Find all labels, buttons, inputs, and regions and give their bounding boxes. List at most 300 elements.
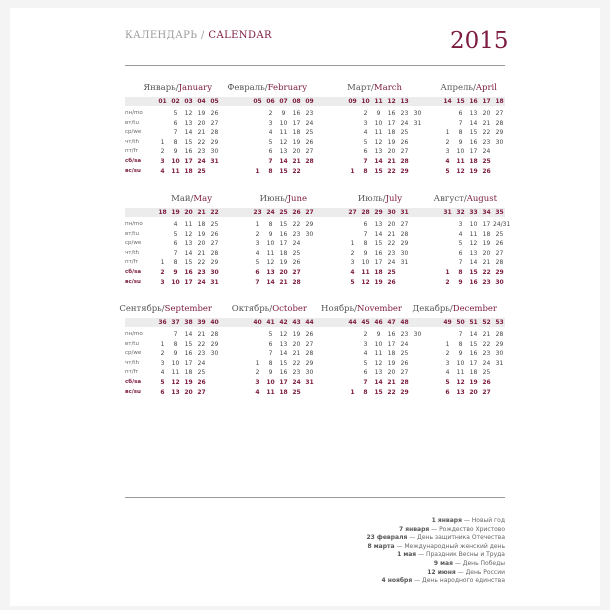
weekend-day: 20 xyxy=(469,388,478,396)
day-cell: 8 xyxy=(173,259,178,267)
holiday-name: День народного единства xyxy=(422,577,505,585)
weekend-day: 2 xyxy=(160,269,165,276)
weekend-day: 27 xyxy=(482,388,491,396)
week-number: 11 xyxy=(374,98,383,105)
weekend-day: 14 xyxy=(374,379,383,386)
day-cell: 5 xyxy=(363,359,368,367)
day-cell: 17 xyxy=(469,148,478,156)
weekend-day: 27 xyxy=(292,269,301,276)
day-cell: 4 xyxy=(255,249,260,257)
month-name-slash: / xyxy=(190,194,194,204)
day-cell: 3 xyxy=(445,148,450,156)
weekend-day: 7 xyxy=(363,158,368,165)
day-cell: 21 xyxy=(197,249,206,257)
day-cell: 30 xyxy=(413,110,422,117)
day-cell: 3 xyxy=(255,240,260,248)
weekend-day: 2 xyxy=(445,278,450,286)
day-cell: 23 xyxy=(387,249,396,257)
day-cell: 6 xyxy=(173,240,178,248)
weekday-label: пт/fr xyxy=(125,148,138,155)
day-cell: 12 xyxy=(279,138,288,146)
week-number: 17 xyxy=(482,98,491,105)
day-cell: 2 xyxy=(363,331,368,338)
weekend-day: 10 xyxy=(171,278,180,286)
weekend-day: 19 xyxy=(469,379,478,386)
day-cell: 21 xyxy=(387,230,396,238)
day-cell: 5 xyxy=(173,230,178,238)
day-cell: 21 xyxy=(197,331,206,338)
weekend-day: 31 xyxy=(305,379,314,386)
day-cell: 26 xyxy=(400,138,409,146)
month-april xyxy=(410,83,505,183)
day-cell: 19 xyxy=(279,259,288,267)
day-cell: 1 xyxy=(255,359,260,367)
weekend-day: 1 xyxy=(255,167,260,175)
month-name-ru: Декабрь xyxy=(412,304,450,314)
day-cell: 22 xyxy=(197,138,206,146)
day-cell: 20 xyxy=(292,148,301,156)
week-number: 43 xyxy=(292,319,301,326)
day-cell: 22 xyxy=(482,340,491,348)
day-cell: 29 xyxy=(305,359,314,367)
month-september xyxy=(119,304,220,404)
day-cell: 7 xyxy=(173,129,178,137)
week-number: 52 xyxy=(482,319,491,326)
weekday-label: пн/mo xyxy=(125,221,143,227)
day-cell: 9 xyxy=(458,350,463,358)
day-cell: 2 xyxy=(350,249,355,257)
day-cell: 17 xyxy=(469,359,478,367)
day-cell: 20 xyxy=(197,119,206,127)
day-cell: 22 xyxy=(292,221,301,228)
weekend-day: 14 xyxy=(374,158,383,165)
holiday-dash: — xyxy=(429,525,440,533)
day-cell: 16 xyxy=(387,110,396,117)
holiday-dash: — xyxy=(461,517,472,524)
weekend-day: 19 xyxy=(469,167,478,175)
month-name-en: September xyxy=(164,304,212,314)
day-cell: 27 xyxy=(400,148,409,156)
weekday-label: вт/tu xyxy=(125,340,139,347)
month-name-slash: / xyxy=(264,83,268,93)
month-july xyxy=(315,194,410,294)
day-cell: 24 xyxy=(305,119,314,127)
weekend-day: 22 xyxy=(387,388,396,396)
day-cell: 9 xyxy=(268,369,273,377)
month-title xyxy=(347,83,402,93)
weekend-day: 4 xyxy=(160,167,165,175)
weekend-day: 6 xyxy=(445,388,450,396)
month-name-ru: Июнь xyxy=(259,194,285,204)
day-cell: 30 xyxy=(210,148,219,156)
day-cell: 3 xyxy=(445,359,450,367)
month-name-slash: / xyxy=(175,83,179,93)
weekend-day: 25 xyxy=(197,167,206,175)
day-cell: 20 xyxy=(387,221,396,228)
day-cell: 10 xyxy=(374,119,383,127)
day-cell: 10 xyxy=(171,359,180,367)
day-cell: 31 xyxy=(413,119,422,127)
day-cell: 19 xyxy=(292,138,301,146)
day-cell: 10 xyxy=(469,221,478,228)
month-title xyxy=(171,194,212,204)
weekend-day: 25 xyxy=(482,158,491,165)
day-cell: 19 xyxy=(387,138,396,146)
day-cell: 25 xyxy=(305,129,314,137)
month-name-slash: / xyxy=(371,83,374,93)
weekday-label: сб/sa xyxy=(125,158,142,164)
day-cell: 19 xyxy=(197,230,206,238)
weekend-day: 7 xyxy=(363,379,368,386)
holiday-dash: — xyxy=(412,577,423,585)
day-cell: 17 xyxy=(387,119,396,127)
week-number: 18 xyxy=(495,98,504,105)
day-cell: 9 xyxy=(458,138,463,146)
day-cell: 26 xyxy=(210,230,219,238)
day-cell: 10 xyxy=(456,148,465,156)
weekend-day: 3 xyxy=(160,278,165,286)
month-january xyxy=(125,83,220,183)
day-cell: 7 xyxy=(458,259,463,267)
day-cell: 24 xyxy=(387,259,396,267)
calendar-title xyxy=(125,30,272,41)
day-cell: 24 xyxy=(400,340,409,348)
day-cell: 18 xyxy=(279,249,288,257)
day-cell: 9 xyxy=(173,350,178,358)
day-cell: 8 xyxy=(268,359,273,367)
weekday-label: пт/fr xyxy=(125,259,138,266)
holiday-date: 7 января xyxy=(398,525,430,533)
day-cell: 15 xyxy=(184,340,193,348)
day-cell: 21 xyxy=(292,350,301,358)
weekend-day: 10 xyxy=(171,158,180,165)
month-row xyxy=(125,83,505,183)
day-cell: 15 xyxy=(469,129,478,137)
day-cell: 20 xyxy=(482,110,491,117)
month-name-ru: Август xyxy=(433,194,464,204)
weekend-day: 29 xyxy=(400,388,409,396)
day-cell: 19 xyxy=(197,110,206,117)
day-cell: 1 xyxy=(350,240,355,248)
day-cell: 28 xyxy=(305,350,314,358)
day-cell: 8 xyxy=(458,129,463,137)
holiday-item xyxy=(260,517,505,526)
day-cell: 26 xyxy=(305,138,314,146)
week-number: 14 xyxy=(443,98,452,105)
day-cell: 14 xyxy=(184,129,193,137)
day-cell: 3 xyxy=(160,359,165,367)
holiday-dash: — xyxy=(452,559,463,567)
month-name-en: August xyxy=(466,194,497,204)
holiday-dash: — xyxy=(394,542,405,550)
week-number: 15 xyxy=(456,98,465,105)
day-cell: 16 xyxy=(292,110,301,117)
day-cell: 20 xyxy=(387,369,396,377)
day-cell: 18 xyxy=(197,221,206,228)
day-cell: 8 xyxy=(173,138,178,146)
weekday-label: ср/we xyxy=(125,350,142,357)
month-title xyxy=(412,304,497,314)
day-cell: 14 xyxy=(469,119,478,127)
day-cell: 7 xyxy=(173,249,178,257)
weekend-day: 29 xyxy=(495,269,504,276)
day-cell: 15 xyxy=(469,340,478,348)
week-number: 16 xyxy=(469,98,478,105)
day-cell: 15 xyxy=(279,221,288,228)
day-cell: 30 xyxy=(400,249,409,257)
day-cell: 5 xyxy=(268,138,273,146)
day-cell: 6 xyxy=(268,340,273,348)
holiday-date: 9 мая xyxy=(433,559,453,567)
weekend-day: 20 xyxy=(184,388,193,396)
weekday-label: чт/th xyxy=(125,138,139,145)
holiday-name: Новый год xyxy=(471,517,505,524)
weekend-day: 24 xyxy=(197,158,206,165)
day-cell: 6 xyxy=(173,119,178,127)
day-cell: 18 xyxy=(387,350,396,358)
day-cell: 23 xyxy=(197,350,206,358)
day-cell: 1 xyxy=(255,221,260,228)
month-row xyxy=(125,194,511,294)
weekday-label: сб/sa xyxy=(125,269,142,275)
day-cell: 1 xyxy=(160,340,165,348)
weekend-day: 30 xyxy=(495,278,504,286)
week-number: 02 xyxy=(171,98,180,105)
year-label: 2015 xyxy=(450,28,509,54)
holiday-item xyxy=(260,569,505,578)
weekend-day: 1 xyxy=(350,388,355,396)
day-cell: 12 xyxy=(184,230,193,238)
week-number: 39 xyxy=(197,319,206,326)
month-name-en: December xyxy=(452,304,497,314)
holiday-date: 1 января xyxy=(431,517,462,524)
day-cell: 14 xyxy=(279,350,288,358)
day-cell: 11 xyxy=(266,249,275,257)
day-cell: 8 xyxy=(363,240,368,248)
day-cell: 18 xyxy=(387,129,396,137)
day-cell: 5 xyxy=(173,110,178,117)
month-title xyxy=(260,194,307,204)
month-name-slash: / xyxy=(449,304,453,314)
day-cell: 23 xyxy=(197,148,206,156)
weekend-day: 13 xyxy=(171,388,180,396)
day-cell: 23 xyxy=(305,110,314,117)
weekend-day: 20 xyxy=(279,269,288,276)
day-cell: 26 xyxy=(292,259,301,267)
day-cell: 3 xyxy=(363,119,368,127)
day-cell: 13 xyxy=(374,148,383,156)
weekend-day: 17 xyxy=(184,158,193,165)
week-number: 36 xyxy=(158,319,167,326)
day-cell: 17 xyxy=(292,119,301,127)
day-cell: 8 xyxy=(268,221,273,228)
month-title xyxy=(358,194,402,204)
weekend-day: 28 xyxy=(400,158,409,165)
week-number: 25 xyxy=(279,209,288,216)
weekday-label: ср/we xyxy=(125,240,142,247)
day-cell: 23 xyxy=(482,138,491,146)
day-cell: 18 xyxy=(292,129,301,137)
day-cell: 4 xyxy=(160,369,165,377)
week-number: 30 xyxy=(387,209,396,216)
day-cell: 13 xyxy=(184,240,193,248)
weekend-day: 5 xyxy=(445,167,450,175)
day-cell: 17 xyxy=(387,340,396,348)
day-cell: 11 xyxy=(374,350,383,358)
holiday-dash: — xyxy=(455,568,466,576)
week-number: 09 xyxy=(305,98,314,105)
week-number: 24 xyxy=(266,209,275,216)
holiday-item xyxy=(260,577,505,586)
weekend-day: 18 xyxy=(374,269,383,276)
month-title xyxy=(321,304,402,314)
day-cell: 18 xyxy=(469,369,478,377)
holiday-date: 8 марта xyxy=(367,542,395,550)
week-number: 41 xyxy=(266,319,275,326)
day-cell: 11 xyxy=(184,221,193,228)
month-name-slash: / xyxy=(284,194,288,204)
weekend-day: 1 xyxy=(350,167,355,175)
weekday-label: вт/tu xyxy=(125,230,139,237)
week-number: 09 xyxy=(348,98,357,105)
weekend-day: 15 xyxy=(279,167,288,175)
day-cell: 3 xyxy=(350,259,355,267)
month-name-ru: Октябрь xyxy=(231,304,270,314)
weekend-day: 23 xyxy=(482,278,491,286)
day-cell: 22 xyxy=(197,259,206,267)
day-cell: 16 xyxy=(279,369,288,377)
month-name-en: May xyxy=(193,194,212,204)
bottom-divider xyxy=(125,497,505,498)
week-number: 12 xyxy=(387,98,396,105)
day-cell: 2 xyxy=(363,110,368,117)
day-cell: 10 xyxy=(266,240,275,248)
month-title xyxy=(227,83,307,93)
weekday-label: чт/th xyxy=(125,359,139,366)
weekday-label: вс/su xyxy=(125,278,141,285)
day-cell: 27 xyxy=(305,148,314,156)
day-cell: 25 xyxy=(197,369,206,377)
month-name-ru: Январь xyxy=(143,83,176,93)
week-number: 34 xyxy=(482,209,491,216)
day-cell: 5 xyxy=(458,240,463,248)
week-number: 01 xyxy=(158,98,167,105)
day-cell: 25 xyxy=(482,369,491,377)
weekend-day: 16 xyxy=(184,269,193,276)
day-cell: 22 xyxy=(292,359,301,367)
day-cell: 10 xyxy=(279,119,288,127)
day-cell: 2 xyxy=(160,148,165,156)
day-cell: 5 xyxy=(268,331,273,338)
day-cell: 12 xyxy=(374,138,383,146)
day-cell: 22 xyxy=(197,340,206,348)
title-en: CALENDAR xyxy=(208,30,272,41)
month-october xyxy=(220,304,315,404)
day-cell: 30 xyxy=(305,369,314,377)
weekend-day: 4 xyxy=(255,388,260,396)
weekend-day: 25 xyxy=(387,269,396,276)
day-cell: 13 xyxy=(279,148,288,156)
weekend-day: 18 xyxy=(469,158,478,165)
day-cell: 2 xyxy=(445,138,450,146)
day-cell: 7 xyxy=(458,331,463,338)
holiday-item xyxy=(260,526,505,535)
day-cell: 17 xyxy=(279,240,288,248)
day-cell: 12 xyxy=(184,110,193,117)
month-title xyxy=(143,83,212,93)
weekend-day: 21 xyxy=(387,158,396,165)
month-name-ru: Февраль xyxy=(227,83,265,93)
day-cell: 20 xyxy=(197,240,206,248)
holiday-name: Международный женский день xyxy=(404,542,505,550)
day-cell: 2 xyxy=(268,110,273,117)
day-cell: 16 xyxy=(374,249,383,257)
day-cell: 11 xyxy=(374,129,383,137)
day-cell: 27 xyxy=(400,369,409,377)
day-cell: 23 xyxy=(292,230,301,238)
day-cell: 9 xyxy=(363,249,368,257)
day-cell: 28 xyxy=(210,249,219,257)
weekday-label: пт/fr xyxy=(125,369,138,376)
day-cell: 29 xyxy=(210,138,219,146)
day-cell: 30 xyxy=(305,230,314,238)
weekend-day: 5 xyxy=(350,278,355,286)
weekend-day: 8 xyxy=(363,167,368,175)
weekend-day: 6 xyxy=(255,269,260,276)
holiday-dash: — xyxy=(407,534,418,542)
day-cell: 13 xyxy=(469,110,478,117)
weekend-day: 13 xyxy=(456,388,465,396)
weekend-day: 17 xyxy=(184,278,193,286)
holiday-dash: — xyxy=(416,551,426,559)
weekend-day: 26 xyxy=(197,379,206,386)
day-cell: 26 xyxy=(210,110,219,117)
week-number: 19 xyxy=(171,209,180,216)
weekend-day: 31 xyxy=(210,278,219,286)
day-cell: 24 xyxy=(482,148,491,156)
month-title xyxy=(232,304,307,314)
title-ru: КАЛЕНДАРЬ xyxy=(125,30,198,41)
day-cell: 6 xyxy=(268,148,273,156)
weekend-day: 3 xyxy=(160,158,165,165)
week-number: 08 xyxy=(292,98,301,105)
day-cell: 12 xyxy=(374,359,383,367)
weekend-day: 15 xyxy=(374,167,383,175)
holiday-name: Праздник Весны и Труда xyxy=(425,551,505,559)
month-february xyxy=(220,83,315,183)
day-cell: 6 xyxy=(458,249,463,257)
day-cell: 4 xyxy=(173,221,178,228)
month-name-en: June xyxy=(287,194,307,204)
day-cell: 30 xyxy=(495,138,504,146)
weekday-label: чт/th xyxy=(125,249,139,256)
weekend-day: 12 xyxy=(361,278,370,286)
week-number: 32 xyxy=(456,209,465,216)
day-cell: 13 xyxy=(374,221,383,228)
day-cell: 12 xyxy=(266,259,275,267)
day-cell: 17 xyxy=(482,221,491,228)
day-cell: 22 xyxy=(482,129,491,137)
day-cell: 13 xyxy=(374,369,383,377)
day-cell: 25 xyxy=(495,230,504,238)
week-number: 27 xyxy=(348,209,357,216)
month-name-ru: Сентябрь xyxy=(119,304,162,314)
day-cell: 19 xyxy=(292,331,301,338)
day-cell: 9 xyxy=(173,148,178,156)
day-cell: 14 xyxy=(374,230,383,238)
day-cell: 29 xyxy=(210,259,219,267)
weekend-day: 26 xyxy=(482,379,491,386)
